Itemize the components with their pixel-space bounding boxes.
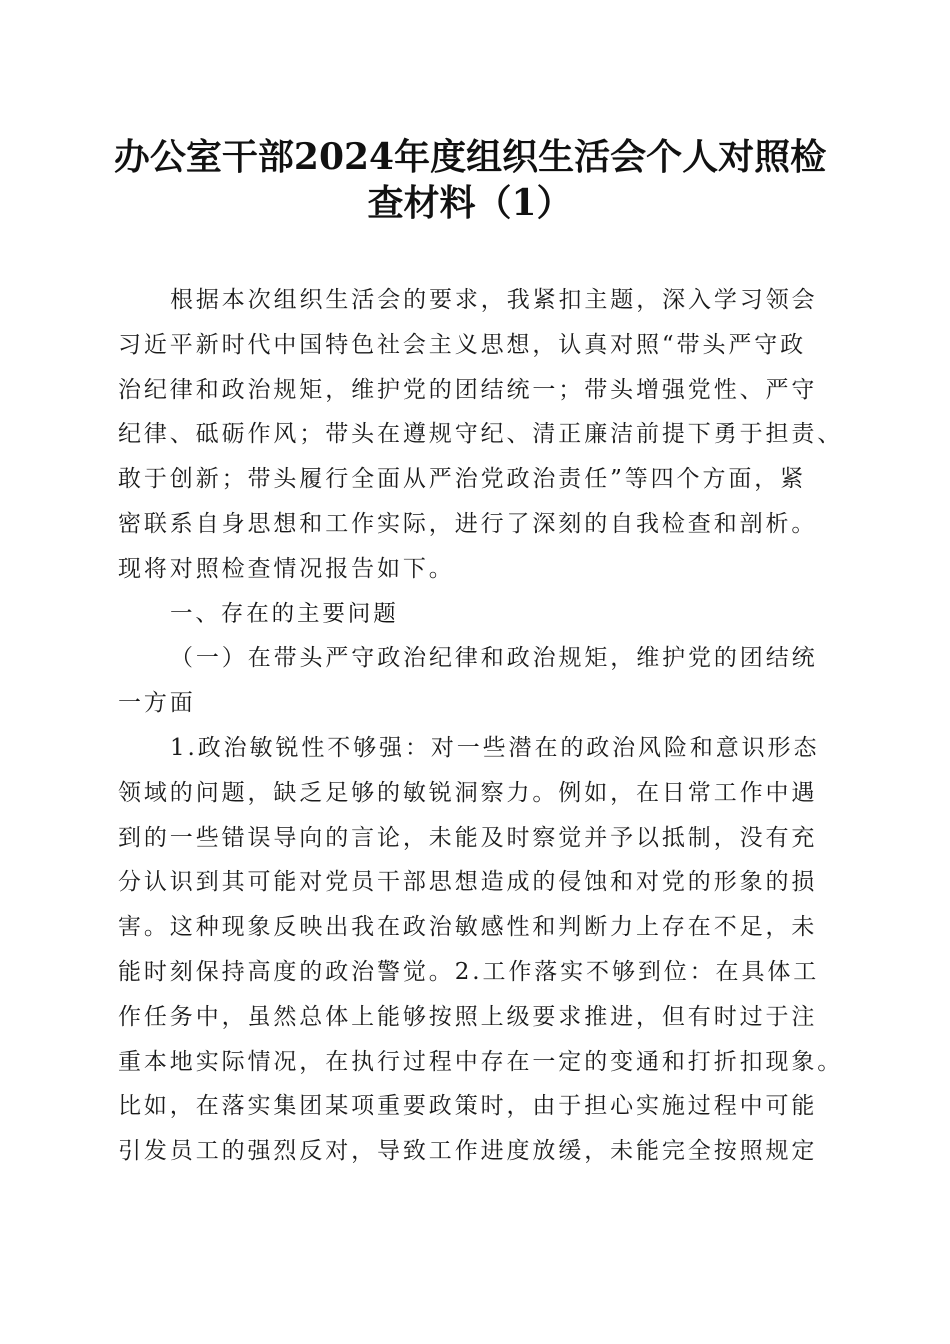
problem-paragraph-line: 比如，在落实集团某项重要政策时，由于担心实施过程中可能 bbox=[118, 1093, 818, 1120]
section-heading: 一、存在的主要问题 bbox=[170, 600, 399, 627]
problem-paragraph-line: 到的一些错误导向的言论，未能及时察觉并予以抵制，没有充 bbox=[118, 824, 818, 851]
intro-paragraph-line: 纪律、砥砺作风；带头在遵规守纪、清正廉洁前提下勇于担责、 bbox=[118, 421, 844, 448]
intro-paragraph-line: 根据本次组织生活会的要求，我紧扣主题，深入学习领会 bbox=[170, 287, 818, 313]
document-title bbox=[100, 134, 840, 226]
problem-paragraph-line: 重本地实际情况，在执行过程中存在一定的变通和打折扣现象。 bbox=[118, 1048, 844, 1075]
problem-paragraph-line: 领域的问题，缺乏足够的敏锐洞察力。例如，在日常工作中遇 bbox=[118, 779, 818, 806]
intro-paragraph-line: 治纪律和政治规矩，维护党的团结统一；带头增强党性、严守 bbox=[118, 376, 818, 403]
problem-paragraph-line: 能时刻保持高度的政治警觉。2.工作落实不够到位：在具体工 bbox=[118, 958, 820, 985]
title-line: 查材料（1） bbox=[367, 182, 573, 224]
problem-paragraph-line: 分认识到其可能对党员干部思想造成的侵蚀和对党的形象的损 bbox=[118, 869, 818, 896]
document-body bbox=[118, 278, 844, 1174]
intro-paragraph-line: 密联系自身思想和工作实际，进行了深刻的自我检查和剖析。 bbox=[118, 510, 818, 537]
intro-paragraph-line: 敢于创新；带头履行全面从严治党政治责任”等四个方面，紧 bbox=[118, 466, 807, 493]
problem-paragraph-line: 引发员工的强烈反对，导致工作进度放缓，未能完全按照规定 bbox=[118, 1138, 818, 1165]
problem-paragraph-line: 1.政治敏锐性不够强：对一些潜在的政治风险和意识形态 bbox=[170, 734, 820, 761]
problem-paragraph-line: 害。这种现象反映出我在政治敏感性和判断力上存在不足，未 bbox=[118, 914, 818, 941]
intro-paragraph-line: 现将对照检查情况报告如下。 bbox=[118, 555, 455, 582]
title-line: 办公室干部2024年度组织生活会个人对照检 bbox=[113, 136, 827, 178]
intro-paragraph-line: 习近平新时代中国特色社会主义思想，认真对照“带头严守政 bbox=[118, 331, 807, 358]
subsection-heading-line: （一）在带头严守政治纪律和政治规矩，维护党的团结统 bbox=[170, 645, 818, 672]
problem-paragraph-line: 作任务中，虽然总体上能够按照上级要求推进，但有时过于注 bbox=[118, 1003, 818, 1030]
subsection-heading-line: 一方面 bbox=[118, 690, 196, 717]
